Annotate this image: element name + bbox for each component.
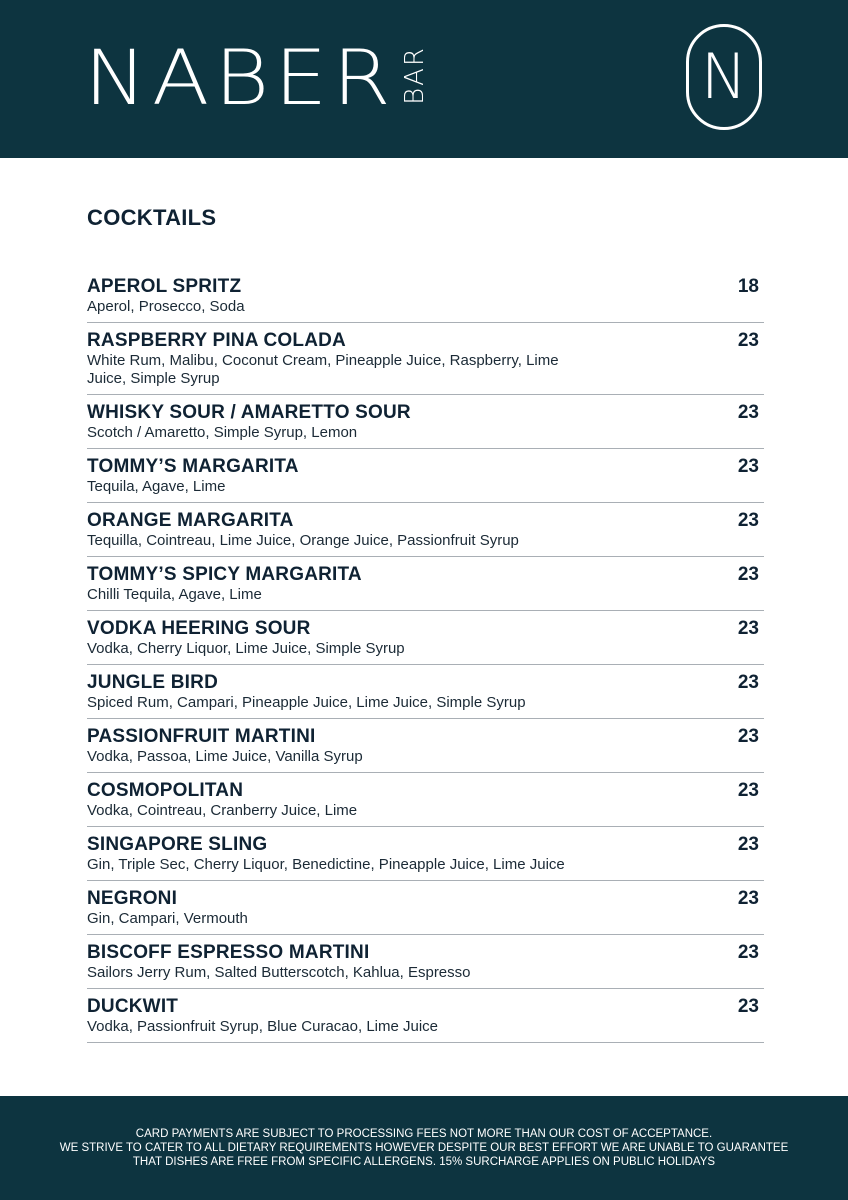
header-bar bbox=[0, 0, 848, 158]
logo-badge bbox=[686, 24, 762, 130]
footer-line: CARD PAYMENTS ARE SUBJECT TO PROCESSING FEES NOT MORE THAN OUR COST OF ACCEPTANCE. bbox=[135, 1128, 713, 1140]
item-price: 23 bbox=[737, 510, 759, 531]
menu-item bbox=[87, 942, 764, 989]
item-price: 23 bbox=[737, 618, 759, 639]
menu-item bbox=[87, 726, 764, 773]
brand-logo bbox=[84, 33, 430, 122]
item-name: TOMMY’S MARGARITA bbox=[87, 456, 299, 477]
item-description: Vodka, Cointreau, Cranberry Juice, Lime bbox=[87, 802, 358, 819]
item-name: APEROL SPRITZ bbox=[87, 276, 242, 297]
item-name: BISCOFF ESPRESSO MARTINI bbox=[87, 942, 370, 963]
item-name: VODKA HEERING SOUR bbox=[87, 618, 311, 639]
footer-notice bbox=[60, 1127, 789, 1169]
item-description: Tequila, Agave, Lime bbox=[87, 478, 226, 495]
item-price: 23 bbox=[737, 888, 759, 909]
menu-item bbox=[87, 834, 764, 881]
logo-letter: N bbox=[700, 40, 748, 113]
item-name: TOMMY’S SPICY MARGARITA bbox=[87, 564, 362, 585]
item-description: Vodka, Passoa, Lime Juice, Vanilla Syrup bbox=[87, 748, 363, 765]
item-name: WHISKY SOUR / AMARETTO SOUR bbox=[87, 402, 411, 423]
item-description: Spiced Rum, Campari, Pineapple Juice, Lime Juice, Simple Syrup bbox=[87, 694, 526, 711]
item-name: DUCKWIT bbox=[87, 996, 179, 1017]
item-description: Chilli Tequila, Agave, Lime bbox=[87, 586, 262, 603]
menu-item bbox=[87, 564, 764, 611]
footer-line: THAT DISHES ARE FREE FROM SPECIFIC ALLERGENS. 15% SURCHARGE APPLIES ON PUBLIC HOLIDAYS bbox=[132, 1156, 716, 1168]
menu-item bbox=[87, 996, 764, 1043]
menu-item bbox=[87, 672, 764, 719]
item-price: 23 bbox=[737, 402, 759, 423]
item-price: 23 bbox=[737, 780, 759, 801]
item-price: 23 bbox=[737, 456, 759, 477]
menu-item bbox=[87, 618, 764, 665]
section-title: COCKTAILS bbox=[87, 205, 217, 230]
item-name: ORANGE MARGARITA bbox=[87, 510, 294, 531]
item-price: 23 bbox=[737, 726, 759, 747]
item-price: 23 bbox=[737, 996, 759, 1017]
item-description: Gin, Triple Sec, Cherry Liquor, Benedictine, Pineapple Juice, Lime Juice bbox=[87, 856, 565, 873]
footer-bar bbox=[0, 1096, 848, 1200]
item-description: Gin, Campari, Vermouth bbox=[87, 910, 248, 927]
item-price: 23 bbox=[737, 564, 759, 585]
item-name: JUNGLE BIRD bbox=[87, 672, 218, 693]
footer-line: WE STRIVE TO CATER TO ALL DIETARY REQUIREMENTS HOWEVER DESPITE OUR BEST EFFORT WE ARE UNABLE TO GUARANTEE bbox=[59, 1142, 789, 1154]
item-name: SINGAPORE SLING bbox=[87, 834, 268, 855]
item-description: Scotch / Amaretto, Simple Syrup, Lemon bbox=[87, 424, 358, 441]
menu-item bbox=[87, 510, 764, 557]
menu-item bbox=[87, 888, 764, 935]
item-name: PASSIONFRUIT MARTINI bbox=[87, 726, 316, 747]
menu-item bbox=[87, 276, 764, 323]
item-description: Vodka, Passionfruit Syrup, Blue Curacao, Lime Juice bbox=[87, 1018, 439, 1035]
item-description: Aperol, Prosecco, Soda bbox=[87, 298, 245, 315]
item-price: 23 bbox=[737, 330, 759, 351]
item-description: Tequilla, Cointreau, Lime Juice, Orange Juice, Passionfruit Syrup bbox=[87, 532, 519, 549]
menu-list bbox=[87, 276, 764, 1050]
item-name: COSMOPOLITAN bbox=[87, 780, 244, 801]
item-name: RASPBERRY PINA COLADA bbox=[87, 330, 346, 351]
item-description: Vodka, Cherry Liquor, Lime Juice, Simple Syrup bbox=[87, 640, 405, 657]
item-name: NEGRONI bbox=[87, 888, 178, 909]
item-price: 23 bbox=[737, 672, 759, 693]
menu-item bbox=[87, 456, 764, 503]
item-price: 23 bbox=[737, 942, 759, 963]
menu-item bbox=[87, 402, 764, 449]
item-price: 23 bbox=[737, 834, 759, 855]
item-description: Sailors Jerry Rum, Salted Butterscotch, Kahlua, Espresso bbox=[87, 964, 471, 981]
item-description: White Rum, Malibu, Coconut Cream, Pineapple Juice, Raspberry, Lime Juice, Simple Syrup bbox=[87, 352, 559, 387]
menu-item bbox=[87, 330, 764, 395]
brand-sub: BAR bbox=[399, 46, 430, 105]
menu-item bbox=[87, 780, 764, 827]
item-price: 18 bbox=[737, 276, 759, 297]
brand-name: NABER bbox=[84, 33, 396, 122]
